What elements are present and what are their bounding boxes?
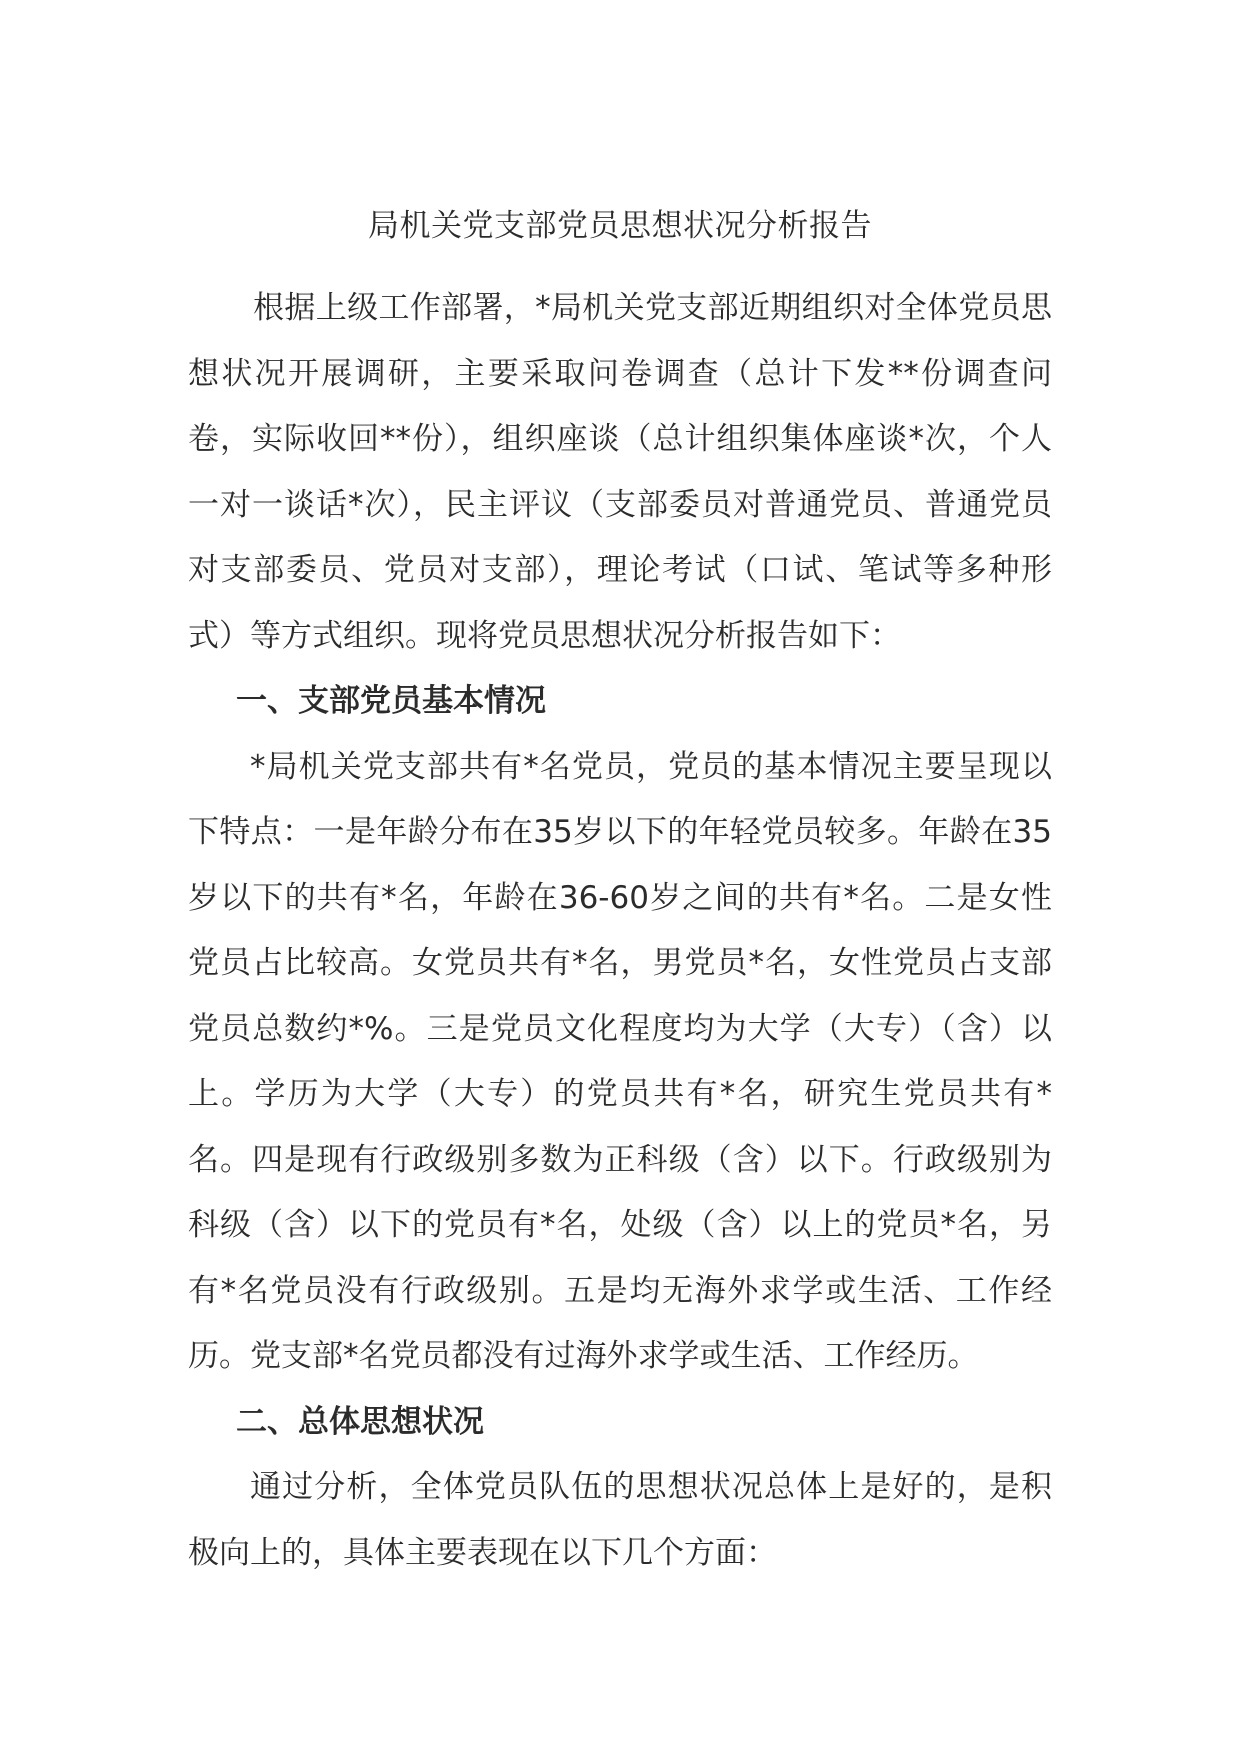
section-1-heading: 一、支部党员基本情况 [236,683,547,719]
intro-paragraph: 根据上级工作部署，*局机关党支部近期组织对全体党员思想状况开展调研，主要采取问卷调查（总计下发**份调查问卷，实际收回**份），组织座谈（总计组织集体座谈*次，个人一对一谈话*次），民主评议（支部委员对普通党员、普通党员对支部委员、党员对支部），理论考试（口试、笔试等多种形式）等方式组织。现将党员思想状况分析报告如下： [188,290,1052,654]
document-body [188,276,1052,1586]
section-2-heading: 二、总体思想状况 [236,1403,485,1440]
section-2-paragraph: 通过分析，全体党员队伍的思想状况总体上是好的，是积极向上的，具体主要表现在以下几个方面： [188,1469,1052,1571]
document-title: 局机关党支部党员思想状况分析报告 [368,208,872,244]
section-1-paragraph: *局机关党支部共有*名党员，党员的基本情况主要呈现以下特点：一是年龄分布在35岁以下的年轻党员较多。年龄在35岁以下的共有*名，年龄在36-60岁之间的共有*名。二是女性党员占比较高。女党员共有*名，男党员*名，女性党员占支部党员总数约*%。三是党员文化程度均为大学（大专）（含）以上。学历为大学（大专）的党员共有*名，研究生党员共有*名。四是现有行政级别多数为正科级（含）以下。行政级别为科级（含）以下的党员有*名，处级（含）以上的党员*名，另有*名党员没有行政级别。五是均无海外求学或生活、工作经历。党支部*名党员都没有过海外求学或生活、工作经历。 [188,748,1052,1374]
